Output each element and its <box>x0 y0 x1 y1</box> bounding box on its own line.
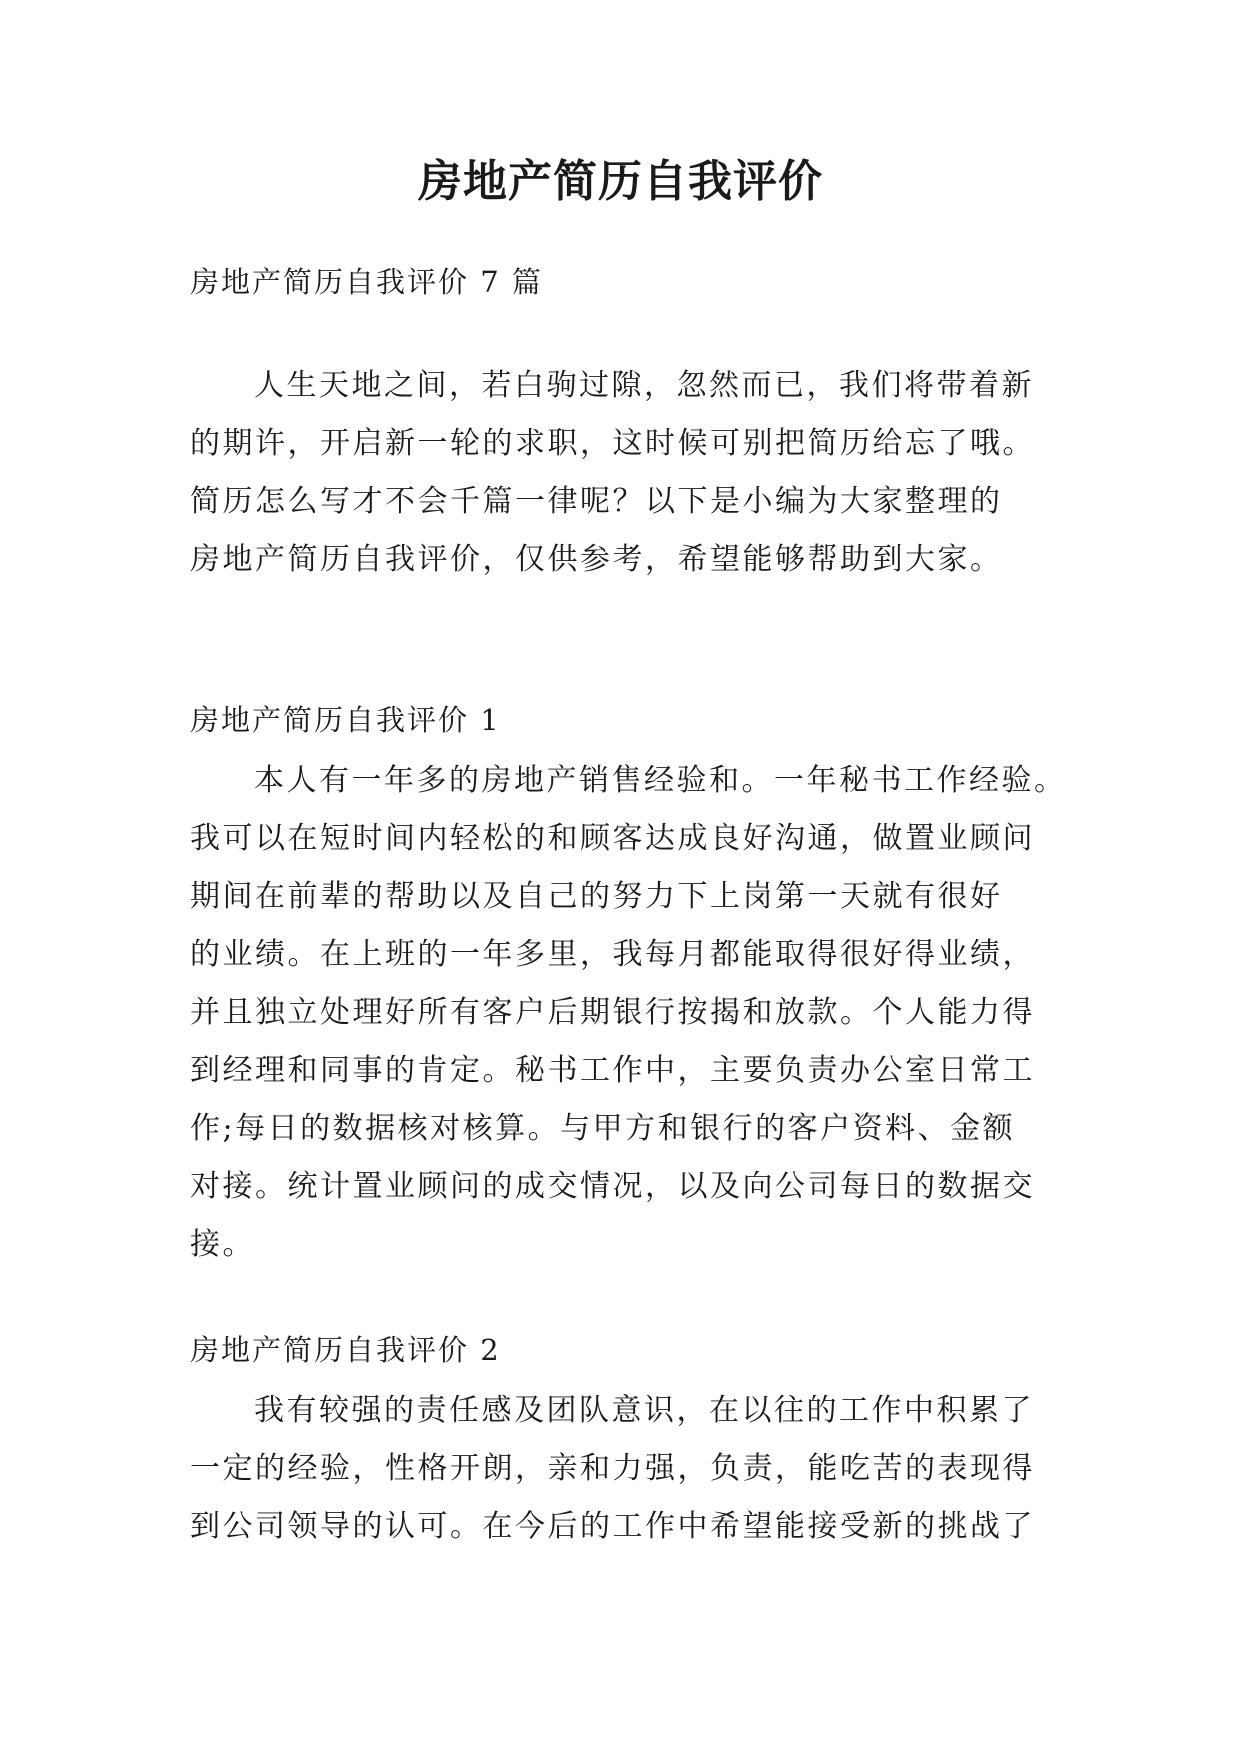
paragraph-line: 一定的经验，性格开朗，亲和力强，负责，能吃苦的表现得 <box>190 1451 1035 1486</box>
paragraph-line: 到公司领导的认可。在今后的工作中希望能接受新的挑战了 <box>190 1509 1035 1544</box>
paragraph-line: 我可以在短时间内轻松的和顾客达成良好沟通，做置业顾问 <box>190 821 1035 856</box>
document-subtitle: 房地产简历自我评价 7 篇 <box>190 265 543 299</box>
paragraph-line: 简历怎么写才不会千篇一律呢？以下是小编为大家整理的 <box>190 484 1003 519</box>
paragraph-line: 作;每日的数据核对核算。与甲方和银行的客户资料、金额 <box>190 1111 1016 1146</box>
paragraph-line: 我有较强的责任感及团队意识，在以往的工作中积累了 <box>254 1393 1034 1428</box>
section-heading-2: 房地产简历自我评价 2 <box>190 1333 501 1367</box>
paragraph-line: 期间在前辈的帮助以及自己的努力下上岗第一天就有很好 <box>190 879 1003 914</box>
paragraph-line: 的期许，开启新一轮的求职，这时候可别把简历给忘了哦。 <box>190 426 1035 461</box>
paragraph-line: 本人有一年多的房地产销售经验和。一年秘书工作经验。 <box>254 763 1067 798</box>
paragraph-line: 的业绩。在上班的一年多里，我每月都能取得很好得业绩， <box>190 937 1035 972</box>
document-title: 房地产简历自我评价 <box>418 156 823 207</box>
paragraph-line: 接。 <box>190 1227 255 1262</box>
paragraph-line: 对接。统计置业顾问的成交情况，以及向公司每日的数据交 <box>190 1169 1035 1204</box>
paragraph-line: 房地产简历自我评价，仅供参考，希望能够帮助到大家。 <box>190 542 1003 577</box>
paragraph-line: 到经理和同事的肯定。秘书工作中，主要负责办公室日常工 <box>190 1053 1035 1088</box>
section-2-paragraph <box>190 1382 1090 1556</box>
intro-paragraph <box>190 357 1090 589</box>
section-heading-1: 房地产简历自我评价 1 <box>190 703 501 737</box>
paragraph-line: 人生天地之间，若白驹过隙，忽然而已，我们将带着新 <box>254 368 1034 403</box>
paragraph-line: 并且独立处理好所有客户后期银行按揭和放款。个人能力得 <box>190 995 1035 1030</box>
section-1-paragraph <box>190 752 1090 1274</box>
